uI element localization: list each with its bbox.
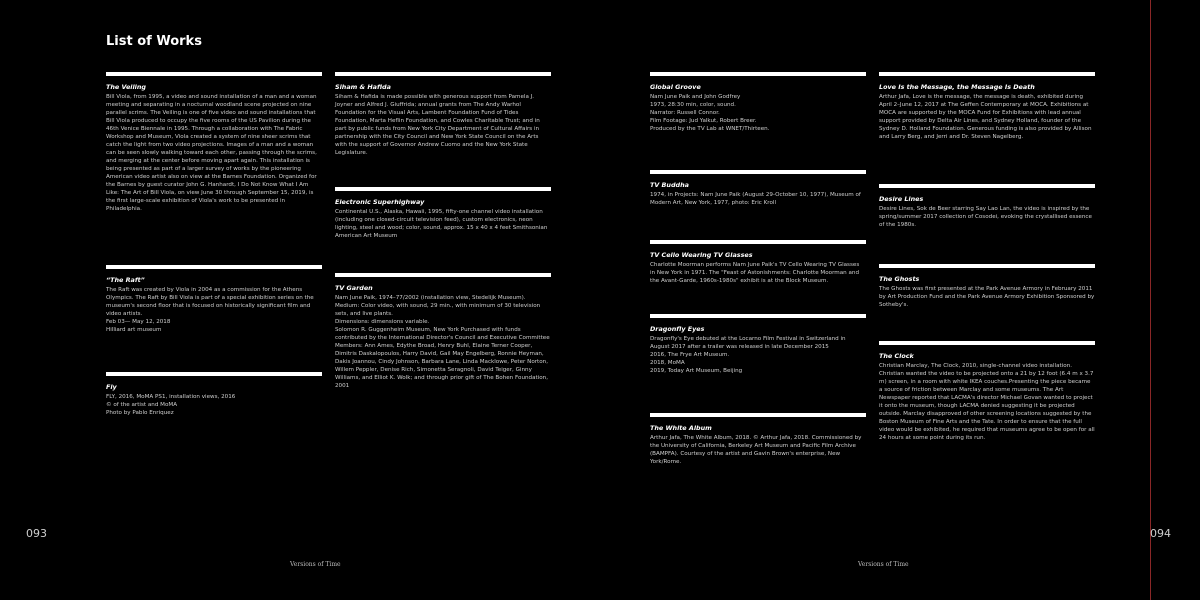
entry-title: TV Cello Wearing TV Glasses xyxy=(650,251,753,259)
entry-body: Dragonfly's Eye debuted at the Locarno Film Festival in Switzerland in August 2017 after a trailer was released in late December 2015 2016, The Frye Art Museum. 2018, MoMA 2019, Today Art Museum, Beijing xyxy=(650,336,846,374)
divider-bar xyxy=(650,72,866,76)
entry-siham-hafida xyxy=(335,72,551,157)
entry-title: Fly xyxy=(106,383,117,391)
entry-the-raft xyxy=(106,265,322,334)
entry-dragonfly-eyes xyxy=(650,314,866,375)
entry-title: The Ghosts xyxy=(879,275,920,283)
entry-the-clock xyxy=(879,341,1095,442)
divider-bar xyxy=(335,273,551,277)
divider-bar xyxy=(335,72,551,76)
entry-body: The Raft was created by Viola in 2004 as a commission for the Athens Olympics. The Raft by Bill Viola is part of a special exhibition series on the museum's second floor that is focused on historically significant film and video artists. Feb 03— May 12, 2018 Hilliard art museum xyxy=(106,287,314,333)
entry-body: Charlotte Moorman performs Nam June Paik's TV Cello Wearing TV Glasses in New York in 1971. The "Feast of Astonishments: Charlotte Moorman and the Avant-Garde, 1960s-1980s" exhibit is at the Block Museum. xyxy=(650,262,860,284)
entry-tv-buddha xyxy=(650,170,866,207)
entry-title: Dragonfly Eyes xyxy=(650,325,705,333)
entry-title: The Clock xyxy=(879,352,914,360)
divider-bar xyxy=(879,72,1095,76)
divider-bar xyxy=(650,240,866,244)
entry-body: Continental U.S., Alaska, Hawaii, 1995, fifty-one channel video installation (including one closed-circuit television feed), custom electronics, neon lighting, steel and wood; color, sound, approx. 15 x 40 x 4 feet Smithsonian American Art Museum xyxy=(335,209,548,239)
divider-bar xyxy=(650,170,866,174)
entry-electronic-superhighway xyxy=(335,187,551,240)
entry-title: Global Groove xyxy=(650,83,701,91)
entry-title: The Veiling xyxy=(106,83,146,91)
entry-body: Bill Viola, from 1995, a video and sound installation of a man and a woman meeting and separating in a nocturnal woodland scene projected on nine parallel scrims. The Veiling is one of five video and sound installations that Bill Viola produced to occupy the five rooms of the US Pavilion during the 46th Venice Biennale in 1995. Through a collaboration with The Fabric Workshop and Museum, Viola created a system of nine sheer scrims that catch the light from two video projections. Images of a man and a woman can be seen slowly walking toward each other, passing through the scrims, and merging at the center before moving apart again. This installation is being presented as part of a larger survey of works by the pioneering American video artist also on view at the Barnes Foundation. Organized for the Barnes by guest curator John G. Hanhardt, I Do Not Know What I Am Like: The Art of Bill Viola, on view June 30 through September 15, 2019, is the first large-scale exhibition of Viola's work to be presented in Philadelphia. xyxy=(106,94,317,212)
entry-body: 1974, in Projects: Nam June Paik (August 29-October 10, 1977), Museum of Modern Art, New York, 1977, photo: Eric Kroll xyxy=(650,192,861,206)
page-title: List of Works xyxy=(106,34,202,49)
divider-bar xyxy=(106,72,322,76)
entry-title: Siham & Hafida xyxy=(335,83,391,91)
entry-tv-cello xyxy=(650,240,866,285)
entry-body: FLY, 2016, MoMA PS1, installation views, 2016 © of the artist and MoMA Photo by Pablo Enriquez xyxy=(106,394,236,416)
divider-bar xyxy=(879,264,1095,268)
entry-fly xyxy=(106,372,322,417)
entry-body: Arthur Jafa, The White Album, 2018. © Arthur Jafa, 2018. Commissioned by the University of California, Berkeley Art Museum and Pacific Film Archive (BAMPFA). Courtesy of the artist and Gavin Brown's enterprise, New York/Rome. xyxy=(650,435,862,465)
entry-title: Desire Lines xyxy=(879,195,924,203)
page-edge-line xyxy=(1150,0,1151,600)
divider-bar xyxy=(650,314,866,318)
left-footer: Versions of Time xyxy=(290,561,341,568)
divider-bar xyxy=(335,187,551,191)
entry-body: Desire Lines, Sok de Beer starring Say Lao Lan, the video is inspired by the spring/summer 2017 collection of Cosodei, evoking the crystallised essence of the 1980s. xyxy=(879,206,1092,228)
entry-body: Nam June Paik and John Godfrey 1973, 28:30 min, color, sound. Narrator: Russell Connor. Film Footage: Jud Yalkut, Robert Breer. Produced by the TV Lab at WNET/Thirteen. xyxy=(650,94,770,132)
entry-the-veiling xyxy=(106,72,322,213)
entry-title: Electronic Superhighway xyxy=(335,198,425,206)
divider-bar xyxy=(879,341,1095,345)
entry-title: TV Garden xyxy=(335,284,373,292)
divider-bar xyxy=(879,184,1095,188)
entry-title: The White Album xyxy=(650,424,712,432)
divider-bar xyxy=(650,413,866,417)
entry-body: Nam June Paik, 1974–77/2002 (installation view, Stedelijk Museum). Medium: Color video, with sound, 29 min., with minimum of 30 television sets, and live plants. Dimensions: dimensions variable. Solomon R. Guggenheim Museum, New York Purchased with funds contributed by the International Director's Council and Executive Committee Members: Ann Ames, Edythe Broad, Henry Buhl, Elaine Terner Cooper, Dimitris Daskalopoulos, Harry David, Gail May Engelberg, Ronnie Heyman, Dakis Joannou, Cindy Johnson, Barbara Lane, Linda Macklowe, Peter Norton, Willem Peppler, Denise Rich, Simonetta Seragnoli, David Teiger, Ginny Williams, and Elliot K. Wolk; and through prior gift of The Bohen Foundation, 2001 xyxy=(335,295,550,389)
entry-title: Love Is the Message, the Message Is Death xyxy=(879,83,1035,91)
left-page-number: 093 xyxy=(26,527,47,540)
divider-bar xyxy=(106,265,322,269)
entry-body: Siham & Hafida is made possible with generous support from Pamela J. Joyner and Alfred J. Giuffrida; annual grants from The Andy Warhol Foundation for the Visual Arts, Lambent Foundation Fund of Tides Foundation, Marta Heflin Foundation, and Cowles Charitable Trust; and in part by public funds from New York City Department of Cultural Affairs in partnership with the City Council and New York State Council on the Arts with the support of Governor Andrew Cuomo and the New York State Legislature. xyxy=(335,94,540,156)
entry-desire-lines xyxy=(879,184,1095,229)
entry-tv-garden xyxy=(335,273,551,390)
entry-title: “The Raft” xyxy=(106,276,145,284)
entry-the-ghosts xyxy=(879,264,1095,309)
entry-love-is-the-message xyxy=(879,72,1095,141)
entry-body: Arthur Jafa, Love is the message, the message is death, exhibited during April 2–June 12, 2017 at The Geffen Contemporary at MOCA. Exhibitions at MOCA are supported by the MOCA Fund for Exhibitions with lead annual support provided by Delta Air Lines, and Sydney Holland, founder of the Sydney D. Holland Foundation. Generous funding is also provided by Allison and Larry Berg, and Jerri and Dr. Steven Nagelberg. xyxy=(879,94,1092,140)
divider-bar xyxy=(106,372,322,376)
entry-white-album xyxy=(650,413,866,466)
entry-global-groove xyxy=(650,72,866,133)
entry-body: Christian Marclay, The Clock, 2010, single-channel video installation. Christian wanted the video to be projected onto a 21 by 12 foot (6.4 m x 3.7 m) screen, in a room with white IKEA couches.Presenting the piece became a source of friction between Marclay and some museums. The Art Newspaper reported that LACMA's director Michael Govan wanted to project it onto the museum, though LACMA denied suggesting it be projected outside. Marclay disapproved of other screening locations suggested by the Boston Museum of Fine Arts and the Tate. In order to ensure that the full video would be exhibited, he required that museums agree to be open for all 24 hours at some point during its run. xyxy=(879,363,1095,441)
right-page-number: 094 xyxy=(1150,527,1171,540)
entry-title: TV Buddha xyxy=(650,181,689,189)
entry-body: The Ghosts was first presented at the Park Avenue Armory in February 2011 by Art Production Fund and the Park Avenue Armory Exhibition Sponsored by Sotheby's. xyxy=(879,286,1095,308)
right-footer: Versions of Time xyxy=(858,561,909,568)
